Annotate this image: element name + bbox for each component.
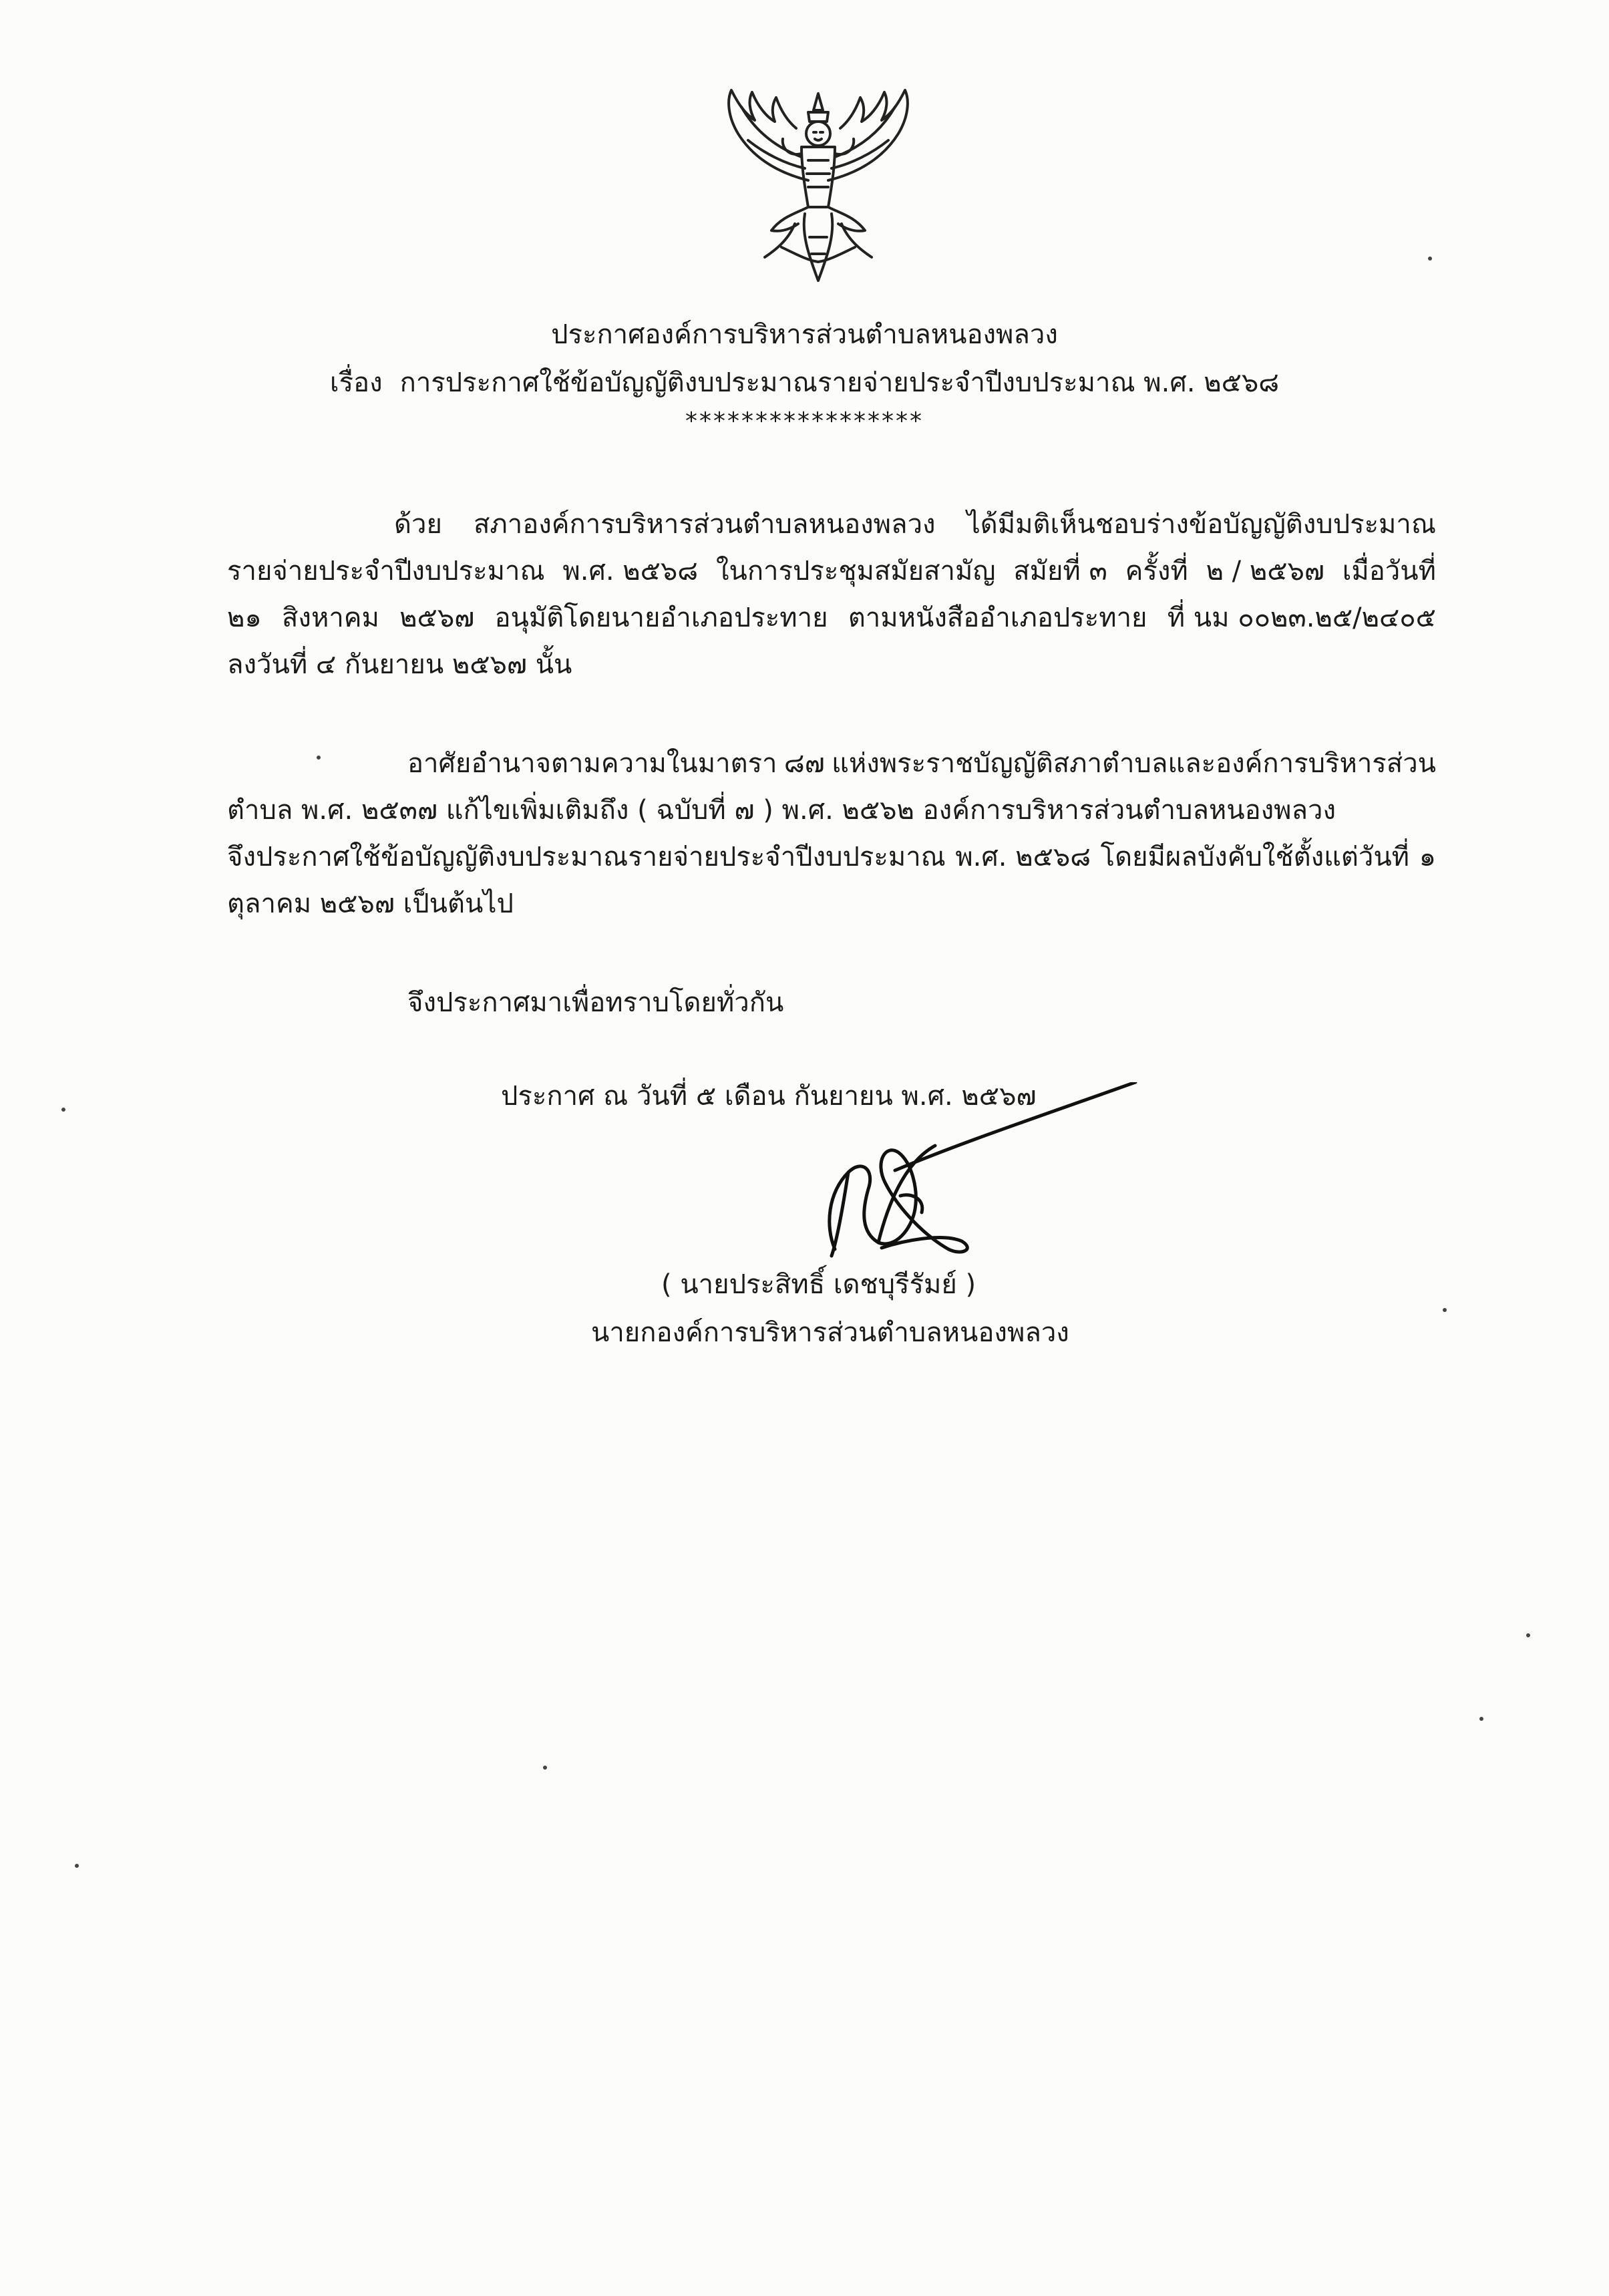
p1-l2-word: เมื่อวันที่ xyxy=(1342,556,1436,587)
p1-l2-word: ในการประชุมสมัยสามัญ xyxy=(715,556,996,587)
p2-l1-word: ๘๗ xyxy=(783,748,825,779)
p1-l3-word: สิงหาคม xyxy=(282,603,379,633)
announcement-date: ประกาศ ณ วันที่ ๕ เดือน กันยายน พ.ศ. ๒๕๖๗ xyxy=(501,1081,1037,1112)
p2-l1-word: แห่งพระราชบัญญัติสภาตำบลและองค์การบริหารส่วน xyxy=(832,748,1436,779)
p1-l2-word: ครั้งที่ xyxy=(1125,556,1188,587)
p1-l1-word: ด้วย xyxy=(394,509,442,540)
paragraph1-line2 xyxy=(227,549,1436,592)
scan-speck xyxy=(1443,1308,1447,1312)
signatory-name: ( นายประสิทธิ์ เดชบุรีรัมย์ ) xyxy=(661,1269,976,1300)
subject-text: การประกาศใช้ข้อบัญญัติงบประมาณรายจ่ายประจำปีงบประมาณ พ.ศ. ๒๕๖๘ xyxy=(399,367,1280,398)
p2-l3-word: ๑ xyxy=(1419,842,1436,872)
p1-l1-word: ได้มีมติเห็นชอบร่างข้อบัญญัติงบประมาณ xyxy=(966,509,1436,540)
scan-speck xyxy=(543,1766,547,1770)
paragraph2-line2: ตำบล พ.ศ. ๒๕๓๗ แก้ไขเพิ่มเติมถึง ( ฉบับที่ ๗ ) พ.ศ. ๒๕๖๒ องค์การบริหารส่วนตำบลหนองพลวง xyxy=(227,795,1336,826)
p2-l3-word: โดยมีผลบังคับใช้ตั้งแต่วันที่ xyxy=(1100,842,1410,872)
garuda-emblem-icon xyxy=(708,80,928,287)
p2-l3-word: จึงประกาศใช้ข้อบัญญัติงบประมาณรายจ่ายประจำปีงบประมาณ xyxy=(227,842,946,872)
scan-speck xyxy=(1526,1633,1530,1637)
scan-speck xyxy=(1479,1717,1483,1721)
closing-statement: จึงประกาศมาเพื่อทราบโดยทั่วกัน xyxy=(407,987,784,1018)
handwritten-signature xyxy=(761,1082,1149,1283)
scan-speck xyxy=(1428,257,1432,261)
scan-speck xyxy=(317,756,321,760)
p1-l3-word: ๒๕๖๗ xyxy=(399,603,475,633)
paragraph1-line1 xyxy=(394,502,1436,545)
scan-speck xyxy=(61,1108,65,1112)
p1-l2-word: รายจ่ายประจำปีงบประมาณ xyxy=(227,556,545,587)
p1-l3-word: อนุมัติโดยนายอำเภอประทาย xyxy=(494,603,828,633)
signatory-title: นายกองค์การบริหารส่วนตำบลหนองพลวง xyxy=(591,1317,1069,1348)
announcement-subject xyxy=(0,361,1609,403)
subject-label: เรื่อง xyxy=(329,367,383,398)
paragraph1-line3 xyxy=(227,596,1436,639)
p1-l1-word: สภาองค์การบริหารส่วนตำบลหนองพลวง xyxy=(473,509,936,540)
p1-l2-word: ๒ / ๒๕๖๗ xyxy=(1206,556,1324,587)
p1-l3-word: ตามหนังสืออำเภอประทาย xyxy=(848,603,1147,633)
p1-l2-word: พ.ศ. ๒๕๖๘ xyxy=(562,556,699,587)
paragraph1-line4: ลงวันที่ ๔ กันยายน ๒๕๖๗ นั้น xyxy=(227,649,572,680)
paragraph2-line1 xyxy=(407,742,1436,784)
p1-l3-word: ๒๑ xyxy=(227,603,262,633)
p2-l1-word: อาศัยอำนาจตามความในมาตรา xyxy=(407,748,777,779)
p1-l2-word: สมัยที่ ๓ xyxy=(1013,556,1107,587)
paragraph2-line4: ตุลาคม ๒๕๖๗ เป็นต้นไป xyxy=(227,888,514,919)
paragraph2-line3 xyxy=(227,835,1436,878)
announcement-organization-title: ประกาศองค์การบริหารส่วนตำบลหนองพลวง xyxy=(551,319,1058,350)
scan-speck xyxy=(75,1864,79,1868)
header-separator: ***************** xyxy=(685,407,924,435)
p1-l3-word: ที่ นม ๐๐๒๓.๒๕/๒๔๐๕ xyxy=(1167,603,1436,633)
p2-l3-word: พ.ศ. ๒๕๖๘ xyxy=(955,842,1091,872)
